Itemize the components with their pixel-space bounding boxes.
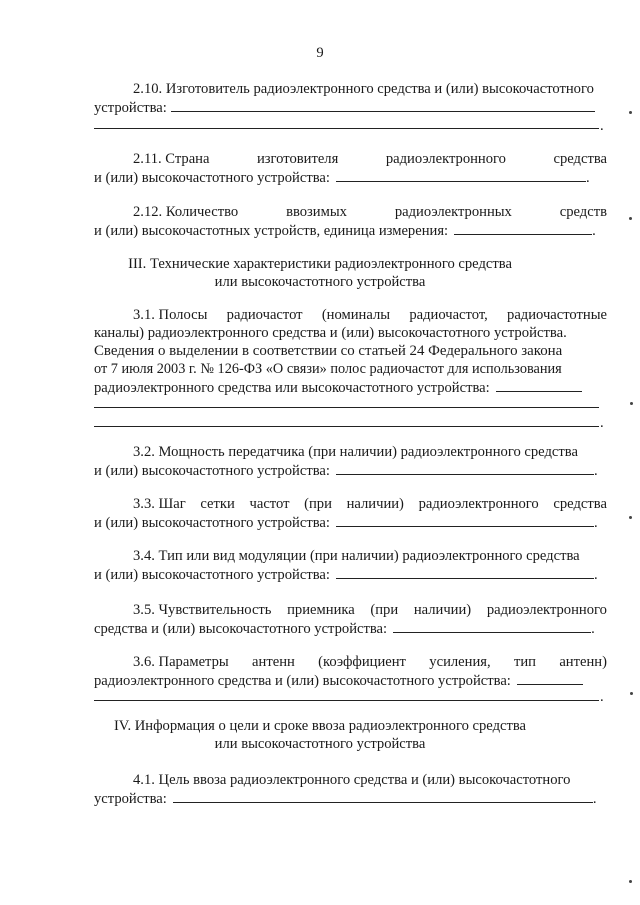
item-3-4-label: и (или) высокочастотного устройства: [94, 567, 330, 583]
item-3-6-label: радиоэлектронного средства и (или) высокочастотного устройства: [94, 673, 511, 689]
item-3-1-line5 [94, 378, 582, 397]
item-2-10-end: . [600, 118, 604, 134]
item-3-4-field[interactable] [336, 565, 594, 579]
word: частот [249, 496, 290, 512]
word: радиочастот, [409, 307, 488, 323]
item-2-12-line1 [133, 203, 607, 221]
section-3-title-line1: III. Технические характеристики радиоэлектронного средства [128, 256, 512, 272]
item-2-10-field[interactable] [171, 98, 595, 112]
word: (при [304, 496, 332, 512]
item-2-10-label: устройства: [94, 100, 167, 116]
item-2-10-field-line2[interactable] [94, 128, 599, 129]
word: 2.12. Количество [133, 204, 239, 220]
item-3-1-line4: от 7 июля 2003 г. № 126-ФЗ «О связи» полос радиочастот для использования [94, 361, 562, 377]
item-3-6-field-line2[interactable] [94, 700, 599, 701]
scan-speck [629, 217, 632, 220]
word: усиления, [429, 654, 491, 670]
item-3-6-line1 [133, 653, 607, 671]
item-3-5-field[interactable] [393, 619, 591, 633]
word: радиочастот [226, 307, 303, 323]
word: наличии) [413, 602, 472, 618]
item-4-1-end: . [592, 791, 597, 807]
word: тип [513, 654, 536, 670]
word: приемника [287, 602, 355, 618]
item-3-5-line1 [133, 601, 607, 619]
item-2-11-field[interactable] [336, 168, 586, 182]
item-3-2-label: и (или) высокочастотного устройства: [94, 463, 330, 479]
scan-speck [629, 880, 632, 883]
item-4-1-field[interactable] [173, 789, 593, 803]
word: (коэффициент [318, 654, 406, 670]
item-3-3-line2 [94, 513, 598, 532]
item-3-5-line2 [94, 619, 595, 638]
item-3-1-label: радиоэлектронного средства или высокочастотного устройства: [94, 380, 490, 396]
word: изготовителя [256, 151, 339, 167]
item-3-1-line3: Сведения о выделении в соответствии со статьей 24 Федерального закона [94, 343, 563, 359]
word: 3.6. Параметры [133, 654, 229, 670]
item-3-4-line2 [94, 565, 598, 584]
item-2-10-line1: 2.10. Изготовитель радиоэлектронного средства и (или) высокочастотного [133, 81, 594, 97]
section-4-title-line2: или высокочастотного устройства [214, 736, 426, 752]
item-4-1-line1: 4.1. Цель ввоза радиоэлектронного средства и (или) высокочастотного [133, 772, 571, 788]
section-4-title-line1: IV. Информация о цели и сроке ввоза радиоэлектронного средства [113, 718, 527, 734]
item-3-2-end: . [593, 463, 598, 479]
word: ввозимых [286, 204, 347, 220]
item-3-5-label: средства и (или) высокочастотного устройства: [94, 621, 388, 637]
item-2-11-label: и (или) высокочастотного устройства: [94, 170, 330, 186]
item-3-1-field-line3[interactable] [94, 426, 599, 427]
item-3-6-line2 [94, 671, 583, 690]
item-3-1-field-line2[interactable] [94, 407, 599, 408]
word: антенн) [559, 654, 607, 670]
item-2-10-line2 [94, 98, 595, 117]
item-2-12-line2 [94, 221, 596, 240]
item-2-12-end: . [592, 223, 596, 239]
item-2-11-line1 [133, 150, 607, 168]
page-number: 9 [316, 45, 324, 61]
item-3-2-line1: 3.2. Мощность передатчика (при наличии) радиоэлектронного средства [133, 444, 578, 460]
scan-speck [629, 111, 632, 114]
item-2-12-field[interactable] [454, 221, 592, 235]
word: 2.11. Страна [133, 151, 210, 167]
item-3-3-label: и (или) высокочастотного устройства: [94, 515, 330, 531]
word: антенн [252, 654, 295, 670]
item-3-3-end: . [593, 515, 598, 531]
item-3-2-field[interactable] [336, 461, 594, 475]
item-3-1-end: . [600, 415, 604, 431]
word: средства [553, 151, 607, 167]
word: (при [370, 602, 399, 618]
word: радиоэлектронного [486, 602, 607, 618]
word: радиочастотные [507, 307, 607, 323]
item-3-2-line2 [94, 461, 598, 480]
item-3-6-end: . [600, 689, 604, 705]
scan-speck [630, 692, 633, 695]
item-3-3-line1 [133, 495, 607, 513]
item-2-12-label: и (или) высокочастотных устройств, единица измерения: [94, 223, 449, 239]
scan-speck [630, 402, 633, 405]
word: радиоэлектронных [394, 204, 512, 220]
item-3-5-end: . [591, 621, 595, 637]
word: 3.3. Шаг [133, 496, 186, 512]
scan-speck [629, 516, 632, 519]
word: радиоэлектронного [385, 151, 506, 167]
item-3-4-end: . [593, 567, 598, 583]
item-3-4-line1: 3.4. Тип или вид модуляции (при наличии) радиоэлектронного средства [133, 548, 580, 564]
item-4-1-line2 [94, 789, 596, 808]
item-3-3-field[interactable] [336, 513, 594, 527]
item-2-11-end: . [585, 170, 590, 186]
word: 3.5. Чувствительность [133, 602, 272, 618]
section-3-title-line2: или высокочастотного устройства [214, 274, 426, 290]
word: (номиналы [321, 307, 391, 323]
item-4-1-label: устройства: [94, 791, 167, 807]
word: средств [559, 204, 607, 220]
word: сетки [200, 496, 235, 512]
item-3-6-field[interactable] [517, 671, 583, 685]
item-3-1-field[interactable] [496, 378, 582, 392]
item-3-1-line1 [133, 306, 607, 324]
word: наличии) [346, 496, 404, 512]
word: 3.1. Полосы [133, 307, 208, 323]
word: радиоэлектронного [418, 496, 539, 512]
word: средства [553, 496, 607, 512]
item-3-1-line2: каналы) радиоэлектронного средства и (или) высокочастотного устройства. [94, 325, 567, 341]
item-2-11-line2 [94, 168, 590, 187]
